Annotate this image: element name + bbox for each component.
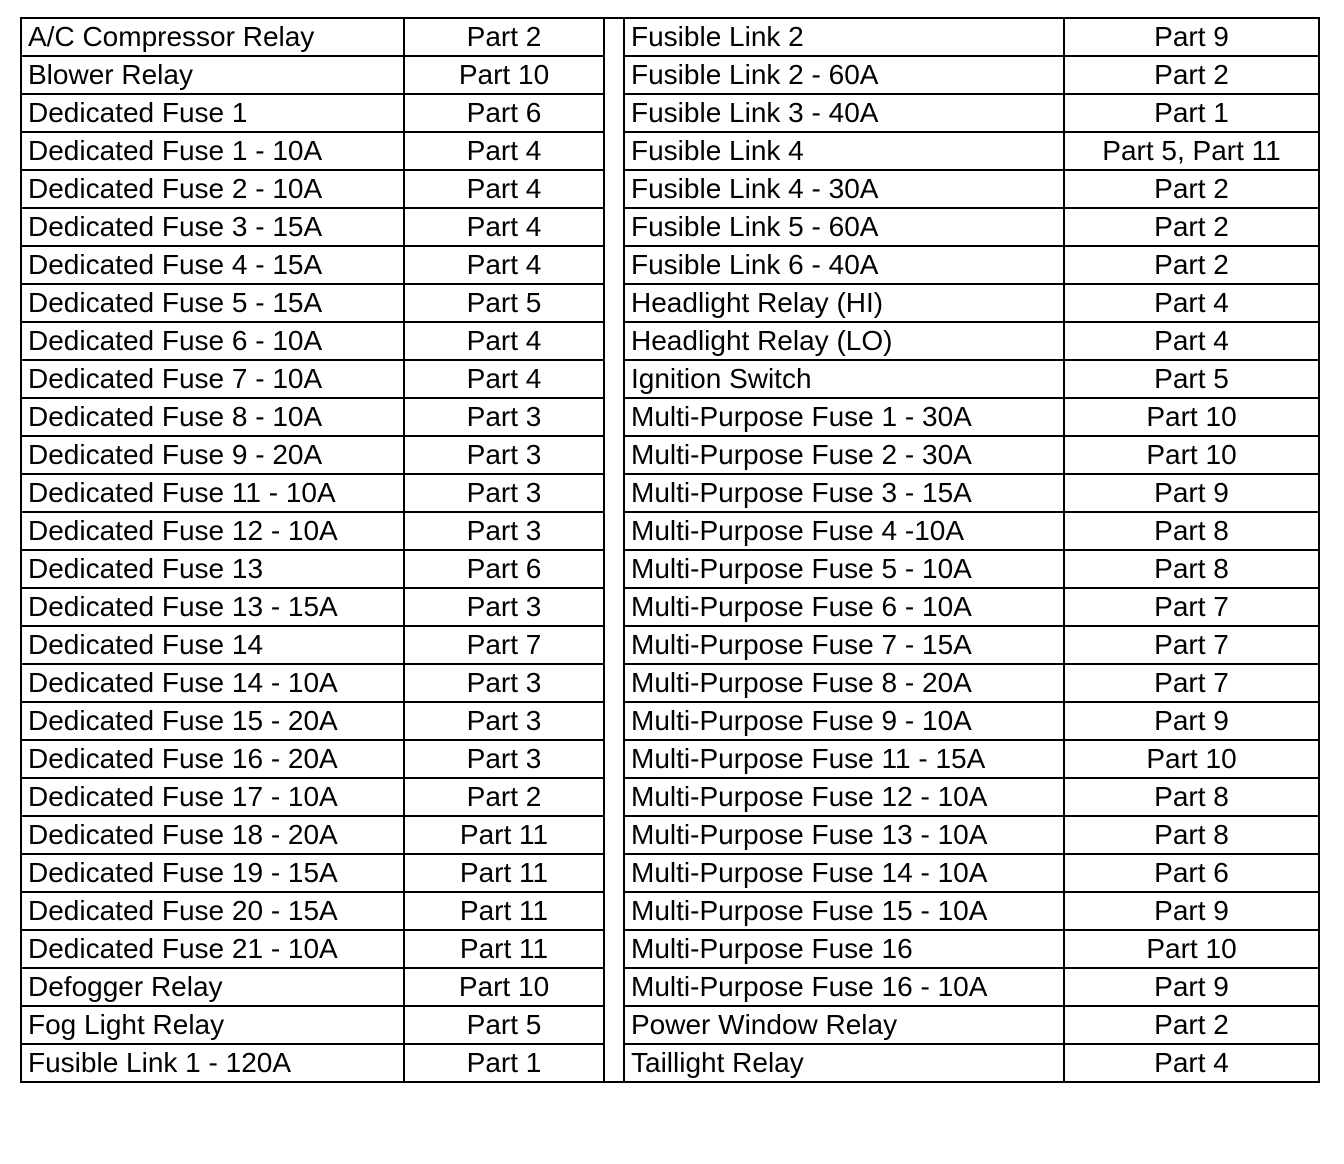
component-name-cell: Ignition Switch: [624, 360, 1064, 398]
component-name-cell: Multi-Purpose Fuse 16 - 10A: [624, 968, 1064, 1006]
part-reference-cell: Part 10: [1064, 740, 1319, 778]
table-row: [21, 968, 1319, 1006]
part-reference-cell: Part 1: [404, 1044, 604, 1082]
part-reference-cell: Part 3: [404, 588, 604, 626]
part-reference-cell: Part 11: [404, 930, 604, 968]
part-reference-cell: Part 8: [1064, 816, 1319, 854]
part-reference-cell: Part 9: [1064, 702, 1319, 740]
part-reference-cell: Part 4: [404, 132, 604, 170]
component-name-cell: Multi-Purpose Fuse 3 - 15A: [624, 474, 1064, 512]
column-separator: [604, 816, 624, 854]
table-row: [21, 702, 1319, 740]
table-row: [21, 246, 1319, 284]
column-separator: [604, 18, 624, 56]
component-name-cell: Multi-Purpose Fuse 4 -10A: [624, 512, 1064, 550]
part-reference-cell: Part 10: [1064, 398, 1319, 436]
component-name-cell: Dedicated Fuse 21 - 10A: [21, 930, 404, 968]
part-reference-cell: Part 11: [404, 892, 604, 930]
part-reference-cell: Part 3: [404, 512, 604, 550]
component-name-cell: Dedicated Fuse 1 - 10A: [21, 132, 404, 170]
column-separator: [604, 778, 624, 816]
component-name-cell: Multi-Purpose Fuse 7 - 15A: [624, 626, 1064, 664]
table-row: [21, 56, 1319, 94]
component-name-cell: Dedicated Fuse 12 - 10A: [21, 512, 404, 550]
table-row: [21, 1044, 1319, 1082]
component-name-cell: Multi-Purpose Fuse 13 - 10A: [624, 816, 1064, 854]
component-name-cell: Dedicated Fuse 17 - 10A: [21, 778, 404, 816]
component-name-cell: Multi-Purpose Fuse 8 - 20A: [624, 664, 1064, 702]
column-separator: [604, 474, 624, 512]
part-reference-cell: Part 5: [404, 284, 604, 322]
part-reference-cell: Part 4: [404, 360, 604, 398]
table-row: [21, 930, 1319, 968]
part-reference-cell: Part 9: [1064, 968, 1319, 1006]
component-name-cell: Multi-Purpose Fuse 14 - 10A: [624, 854, 1064, 892]
table-row: [21, 436, 1319, 474]
part-reference-cell: Part 4: [1064, 1044, 1319, 1082]
component-name-cell: Multi-Purpose Fuse 1 - 30A: [624, 398, 1064, 436]
component-index-body: [21, 18, 1319, 1082]
column-separator: [604, 854, 624, 892]
component-name-cell: Dedicated Fuse 1: [21, 94, 404, 132]
column-separator: [604, 436, 624, 474]
table-row: [21, 740, 1319, 778]
part-reference-cell: Part 3: [404, 398, 604, 436]
table-row: [21, 778, 1319, 816]
component-name-cell: Dedicated Fuse 16 - 20A: [21, 740, 404, 778]
component-name-cell: Fusible Link 4: [624, 132, 1064, 170]
component-name-cell: Dedicated Fuse 15 - 20A: [21, 702, 404, 740]
component-name-cell: Dedicated Fuse 7 - 10A: [21, 360, 404, 398]
component-name-cell: Dedicated Fuse 14 - 10A: [21, 664, 404, 702]
table-row: [21, 398, 1319, 436]
component-name-cell: Dedicated Fuse 3 - 15A: [21, 208, 404, 246]
table-row: [21, 588, 1319, 626]
table-row: [21, 550, 1319, 588]
component-name-cell: Fog Light Relay: [21, 1006, 404, 1044]
component-name-cell: Defogger Relay: [21, 968, 404, 1006]
column-separator: [604, 284, 624, 322]
column-separator: [604, 702, 624, 740]
component-name-cell: Taillight Relay: [624, 1044, 1064, 1082]
component-name-cell: Headlight Relay (LO): [624, 322, 1064, 360]
part-reference-cell: Part 1: [1064, 94, 1319, 132]
column-separator: [604, 512, 624, 550]
component-name-cell: Multi-Purpose Fuse 16: [624, 930, 1064, 968]
table-row: [21, 1006, 1319, 1044]
table-row: [21, 284, 1319, 322]
table-row: [21, 664, 1319, 702]
component-name-cell: Fusible Link 1 - 120A: [21, 1044, 404, 1082]
column-separator: [604, 208, 624, 246]
column-separator: [604, 550, 624, 588]
column-separator: [604, 1006, 624, 1044]
component-name-cell: Multi-Purpose Fuse 5 - 10A: [624, 550, 1064, 588]
component-name-cell: Dedicated Fuse 20 - 15A: [21, 892, 404, 930]
component-name-cell: Multi-Purpose Fuse 2 - 30A: [624, 436, 1064, 474]
table-row: [21, 208, 1319, 246]
column-separator: [604, 360, 624, 398]
part-reference-cell: Part 3: [404, 474, 604, 512]
part-reference-cell: Part 6: [404, 550, 604, 588]
component-name-cell: Headlight Relay (HI): [624, 284, 1064, 322]
component-name-cell: Fusible Link 3 - 40A: [624, 94, 1064, 132]
component-name-cell: Power Window Relay: [624, 1006, 1064, 1044]
column-separator: [604, 94, 624, 132]
table-row: [21, 474, 1319, 512]
part-reference-cell: Part 5: [1064, 360, 1319, 398]
part-reference-cell: Part 7: [1064, 588, 1319, 626]
part-reference-cell: Part 2: [404, 778, 604, 816]
part-reference-cell: Part 8: [1064, 778, 1319, 816]
part-reference-cell: Part 2: [1064, 170, 1319, 208]
component-name-cell: A/C Compressor Relay: [21, 18, 404, 56]
component-name-cell: Dedicated Fuse 11 - 10A: [21, 474, 404, 512]
part-reference-cell: Part 7: [404, 626, 604, 664]
part-reference-cell: Part 11: [404, 854, 604, 892]
part-reference-cell: Part 6: [404, 94, 604, 132]
component-name-cell: Blower Relay: [21, 56, 404, 94]
part-reference-cell: Part 4: [404, 246, 604, 284]
part-reference-cell: Part 4: [1064, 322, 1319, 360]
column-separator: [604, 132, 624, 170]
part-reference-cell: Part 9: [1064, 18, 1319, 56]
part-reference-cell: Part 2: [1064, 56, 1319, 94]
table-row: [21, 322, 1319, 360]
column-separator: [604, 322, 624, 360]
part-reference-cell: Part 2: [404, 18, 604, 56]
part-reference-cell: Part 4: [404, 170, 604, 208]
part-reference-cell: Part 7: [1064, 664, 1319, 702]
part-reference-cell: Part 4: [404, 322, 604, 360]
component-index-table: [20, 17, 1320, 1083]
part-reference-cell: Part 8: [1064, 550, 1319, 588]
column-separator: [604, 740, 624, 778]
table-row: [21, 854, 1319, 892]
table-row: [21, 892, 1319, 930]
column-separator: [604, 930, 624, 968]
part-reference-cell: Part 3: [404, 702, 604, 740]
part-reference-cell: Part 10: [1064, 930, 1319, 968]
part-reference-cell: Part 6: [1064, 854, 1319, 892]
part-reference-cell: Part 5, Part 11: [1064, 132, 1319, 170]
component-name-cell: Multi-Purpose Fuse 6 - 10A: [624, 588, 1064, 626]
part-reference-cell: Part 4: [404, 208, 604, 246]
table-row: [21, 170, 1319, 208]
part-reference-cell: Part 10: [1064, 436, 1319, 474]
part-reference-cell: Part 3: [404, 664, 604, 702]
part-reference-cell: Part 7: [1064, 626, 1319, 664]
table-row: [21, 360, 1319, 398]
column-separator: [604, 246, 624, 284]
component-name-cell: Fusible Link 2: [624, 18, 1064, 56]
column-separator: [604, 892, 624, 930]
part-reference-cell: Part 9: [1064, 892, 1319, 930]
table-row: [21, 626, 1319, 664]
column-separator: [604, 398, 624, 436]
component-name-cell: Dedicated Fuse 8 - 10A: [21, 398, 404, 436]
part-reference-cell: Part 2: [1064, 1006, 1319, 1044]
column-separator: [604, 170, 624, 208]
column-separator: [604, 56, 624, 94]
column-separator: [604, 664, 624, 702]
component-name-cell: Dedicated Fuse 5 - 15A: [21, 284, 404, 322]
component-name-cell: Fusible Link 6 - 40A: [624, 246, 1064, 284]
component-name-cell: Multi-Purpose Fuse 9 - 10A: [624, 702, 1064, 740]
table-row: [21, 132, 1319, 170]
component-name-cell: Dedicated Fuse 6 - 10A: [21, 322, 404, 360]
table-row: [21, 18, 1319, 56]
table-row: [21, 816, 1319, 854]
component-name-cell: Fusible Link 5 - 60A: [624, 208, 1064, 246]
column-separator: [604, 968, 624, 1006]
part-reference-cell: Part 11: [404, 816, 604, 854]
column-separator: [604, 588, 624, 626]
column-separator: [604, 626, 624, 664]
column-separator: [604, 1044, 624, 1082]
part-reference-cell: Part 10: [404, 968, 604, 1006]
component-name-cell: Multi-Purpose Fuse 12 - 10A: [624, 778, 1064, 816]
part-reference-cell: Part 2: [1064, 246, 1319, 284]
component-name-cell: Dedicated Fuse 9 - 20A: [21, 436, 404, 474]
component-name-cell: Dedicated Fuse 18 - 20A: [21, 816, 404, 854]
part-reference-cell: Part 4: [1064, 284, 1319, 322]
component-name-cell: Dedicated Fuse 2 - 10A: [21, 170, 404, 208]
part-reference-cell: Part 3: [404, 436, 604, 474]
part-reference-cell: Part 10: [404, 56, 604, 94]
component-name-cell: Multi-Purpose Fuse 11 - 15A: [624, 740, 1064, 778]
part-reference-cell: Part 9: [1064, 474, 1319, 512]
table-row: [21, 512, 1319, 550]
part-reference-cell: Part 8: [1064, 512, 1319, 550]
part-reference-cell: Part 3: [404, 740, 604, 778]
part-reference-cell: Part 2: [1064, 208, 1319, 246]
component-name-cell: Fusible Link 2 - 60A: [624, 56, 1064, 94]
component-name-cell: Dedicated Fuse 14: [21, 626, 404, 664]
component-name-cell: Dedicated Fuse 13 - 15A: [21, 588, 404, 626]
component-name-cell: Dedicated Fuse 13: [21, 550, 404, 588]
component-name-cell: Fusible Link 4 - 30A: [624, 170, 1064, 208]
component-name-cell: Dedicated Fuse 4 - 15A: [21, 246, 404, 284]
component-name-cell: Dedicated Fuse 19 - 15A: [21, 854, 404, 892]
component-name-cell: Multi-Purpose Fuse 15 - 10A: [624, 892, 1064, 930]
table-row: [21, 94, 1319, 132]
part-reference-cell: Part 5: [404, 1006, 604, 1044]
